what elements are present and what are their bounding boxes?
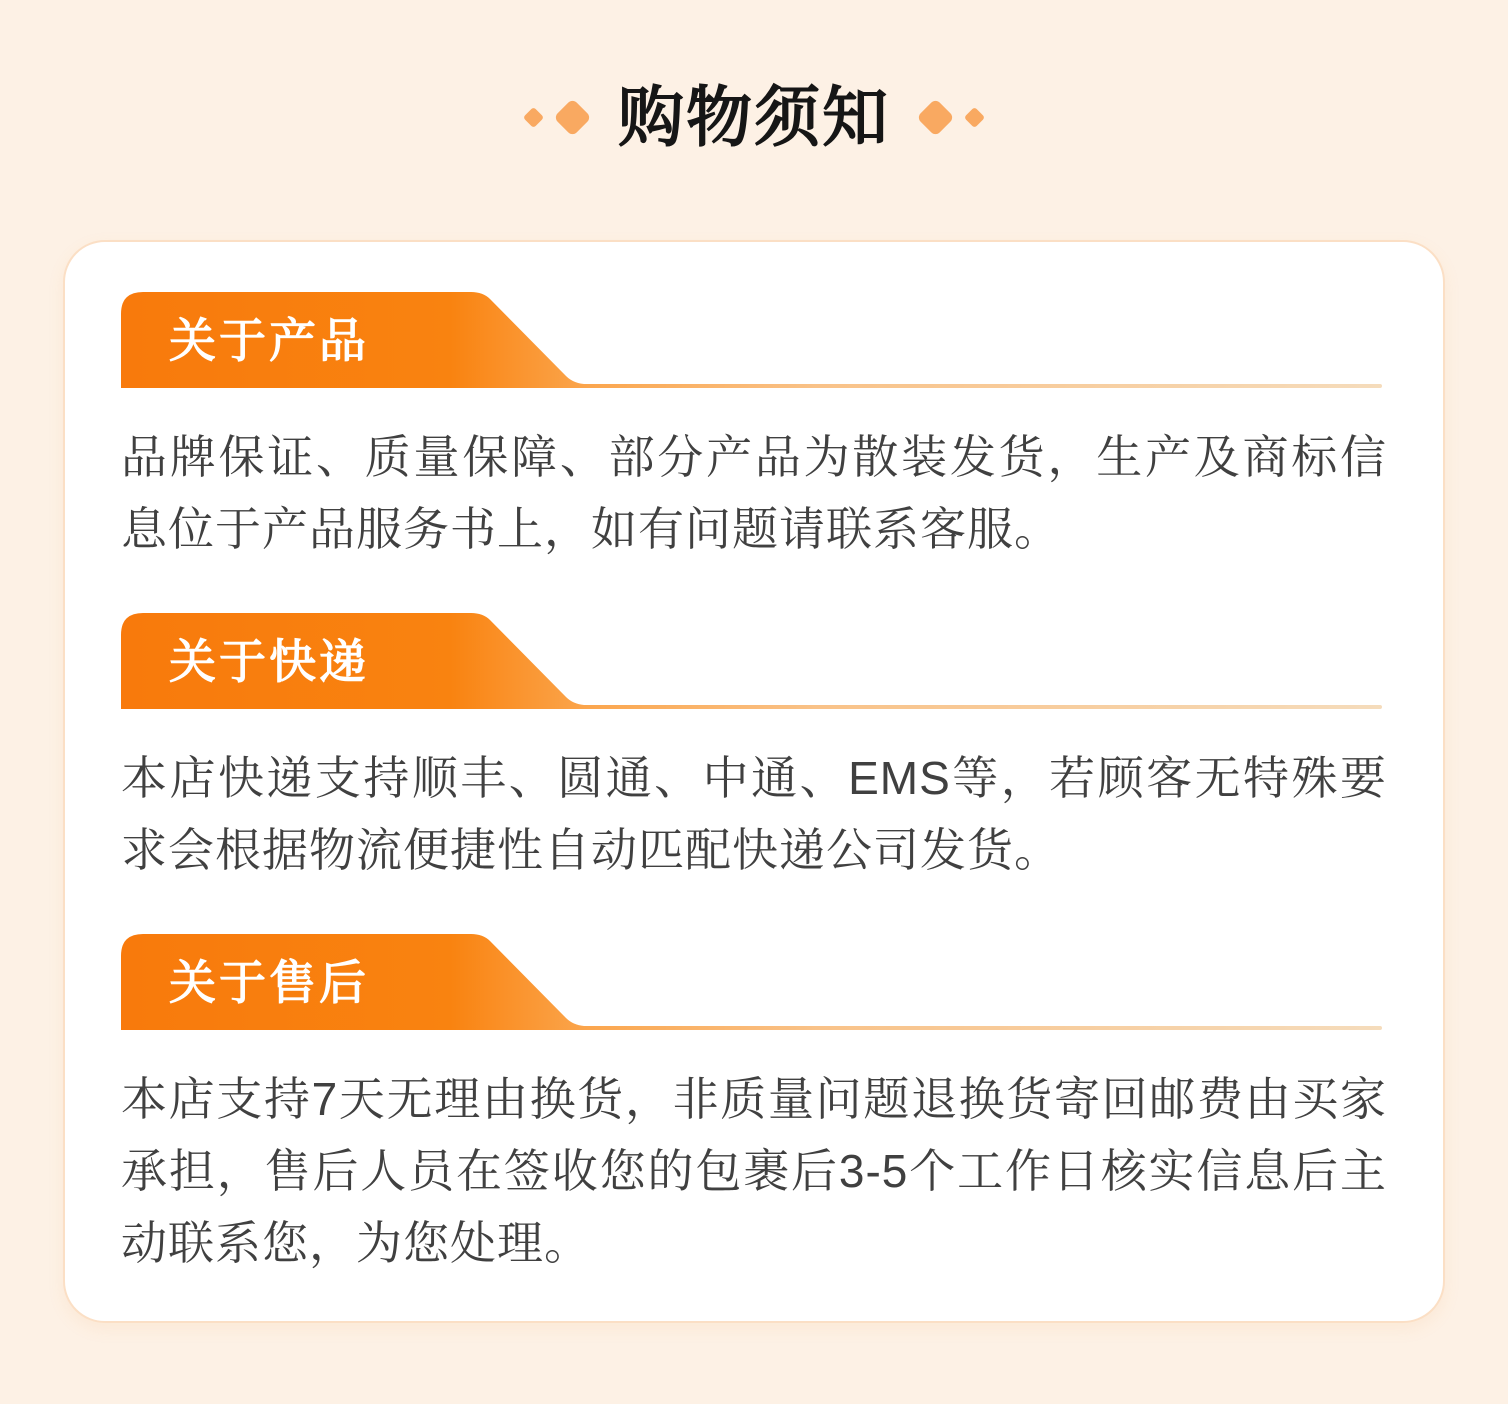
section-header [121, 934, 1387, 1030]
section-about-aftersales [121, 934, 1387, 1279]
diamond-icon [964, 106, 985, 127]
diamond-icon [553, 98, 591, 136]
section-header-label: 关于产品 [169, 313, 369, 367]
page-title: 购物须知 [618, 80, 890, 154]
section-about-product [121, 292, 1387, 565]
shopping-notice-card [63, 240, 1445, 1323]
section-header-label: 关于售后 [169, 955, 369, 1009]
section-body-text: 品牌保证、质量保障、部分产品为散装发货，生产及商标信息位于产品服务书上，如有问题请联系客服。 [121, 431, 1387, 555]
section-header-label: 关于快递 [169, 634, 369, 688]
section-header [121, 613, 1387, 709]
section-body-text: 本店快递支持顺丰、圆通、中通、EMS等，若顾客无特殊要求会根据物流便捷性自动匹配快递公司发货。 [121, 752, 1387, 876]
section-about-delivery [121, 613, 1387, 886]
page-title-row [0, 0, 1508, 154]
diamond-icon [916, 98, 954, 136]
section-header [121, 292, 1387, 388]
section-body-text: 本店支持7天无理由换货，非质量问题退换货寄回邮费由买家承担，售后人员在签收您的包裹后3-5个工作日核实信息后主动联系您，为您处理。 [121, 1073, 1387, 1269]
diamond-icon [523, 106, 544, 127]
